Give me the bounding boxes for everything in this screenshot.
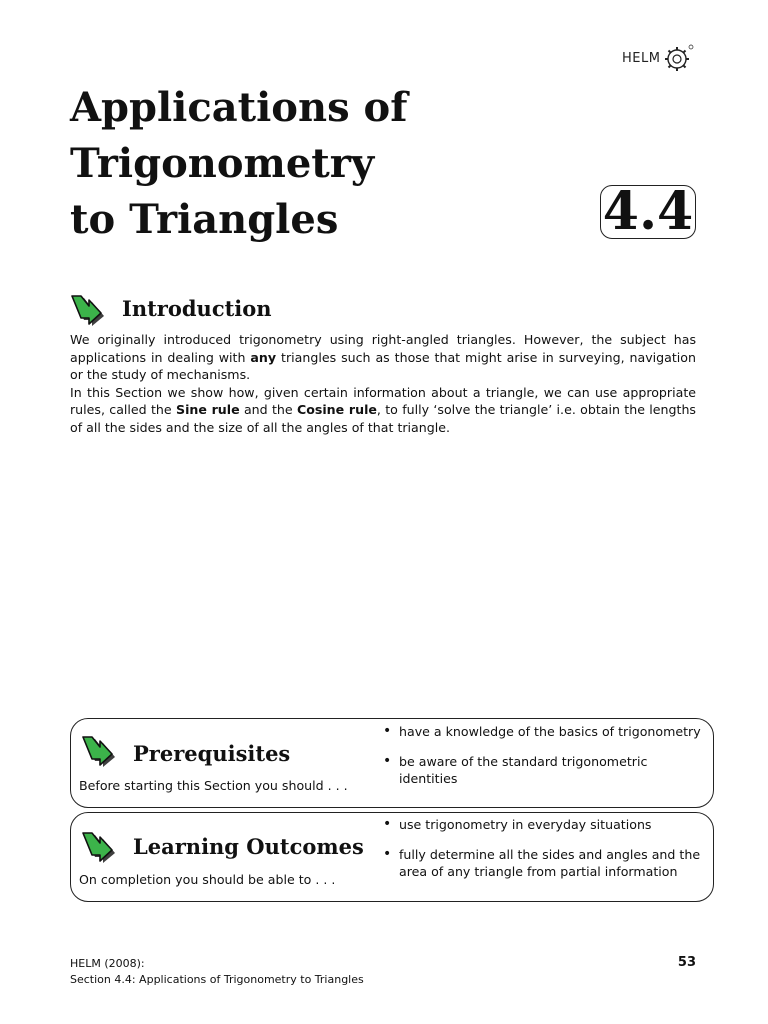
introduction-heading: Introduction xyxy=(122,296,272,321)
list-item: • have a knowledge of the basics of trigonometry xyxy=(383,723,703,741)
footer-line-1: HELM (2008): xyxy=(70,957,145,970)
intro-emphasis: any xyxy=(250,349,277,365)
page-title xyxy=(70,80,550,248)
gear-icon xyxy=(664,44,694,72)
intro-text: and the xyxy=(239,402,297,418)
helm-logo xyxy=(622,42,698,72)
introduction-body xyxy=(70,331,696,437)
list-item: • fully determine all the sides and angles and the area of any triangle from partial information xyxy=(383,846,703,881)
cosine-rule-term: Cosine rule xyxy=(296,402,377,418)
logo-text: HELM xyxy=(622,51,661,66)
learning-outcomes-subtext: On completion you should be able to . . . xyxy=(79,872,336,887)
list-item: • use trigonometry in everyday situations xyxy=(383,816,703,834)
title-line-3: to Triangles xyxy=(70,196,339,243)
learning-outcomes-heading: Learning Outcomes xyxy=(133,834,364,859)
footer-line-2: Section 4.4: Applications of Trigonometry to Triangles xyxy=(70,973,364,986)
arrow-icon xyxy=(81,831,119,865)
title-line-1: Applications of xyxy=(70,84,408,131)
prerequisites-subtext: Before starting this Section you should . . . xyxy=(79,778,348,793)
section-number-badge: 4.4 xyxy=(600,185,696,239)
introduction-paragraph-1 xyxy=(70,331,696,384)
prerequisites-list xyxy=(383,723,703,788)
prerequisites-box xyxy=(70,718,714,808)
intro-text: We originally introduced trigonometry using right-angled triangles. However, the subject has applications in dealing with xyxy=(70,332,696,365)
footer-citation xyxy=(70,956,364,988)
intro-text: triangles such as those that might arise in surveying, navigation or the study of mechanisms. xyxy=(70,349,696,383)
arrow-icon xyxy=(81,735,119,769)
page-number: 53 xyxy=(677,955,696,970)
learning-outcomes-box xyxy=(70,812,714,902)
title-line-2: Trigonometry xyxy=(70,140,375,187)
introduction-paragraph-2 xyxy=(70,384,696,437)
intro-text: , to fully ‘solve the triangle’ i.e. obtain the lengths of all the sides and the size of all the angles of that triangle. xyxy=(70,402,696,435)
learning-outcomes-list xyxy=(383,816,703,881)
intro-text: In this Section we show how, given certain information about a triangle, we can use appropriate rules, called the xyxy=(70,384,696,418)
list-item: • be aware of the standard trigonometric identities xyxy=(383,753,703,788)
sine-rule-term: Sine rule xyxy=(176,402,240,418)
arrow-icon xyxy=(70,294,108,328)
prerequisites-heading: Prerequisites xyxy=(133,741,291,766)
